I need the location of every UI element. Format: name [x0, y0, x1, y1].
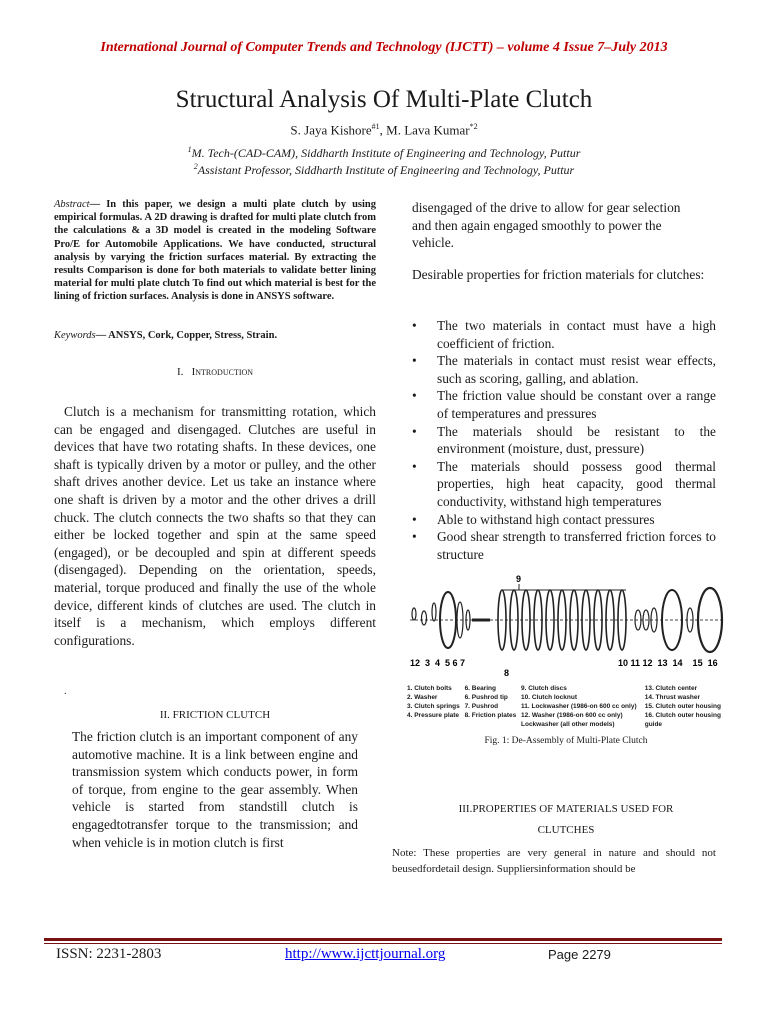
legend-cell: 14. Thrust washer [644, 694, 700, 701]
abstract-label: Abstract [54, 199, 90, 210]
list-item [408, 317, 716, 352]
keywords-text: — ANSYS, Cork, Copper, Stress, Strain. [95, 330, 278, 341]
bullet: • [412, 511, 417, 527]
footer-journal-link[interactable]: http://www.ijcttjournal.org [285, 946, 446, 962]
list-item [408, 458, 716, 511]
legend-cell: 7. Pushrod [464, 703, 499, 710]
bullet: • [412, 318, 417, 333]
list-item-text: The friction value should be constant over a range of temperatures and pressures [437, 388, 716, 421]
figure-numbers-left: 12 3 4 5 6 7 [410, 658, 466, 668]
author-1-sup: #1 [371, 122, 380, 131]
introduction-paragraph: Clutch is a mechanism for transmitting rotation, which can be engaged and disengaged. Clutches are useful in devices that have two rotating shafts. In these devices, one shaft is typically driven by a motor or pulley, and the other shaft drives another device. Let us take an instance where one shaft is driven by a motor and the other drives a drill chuck. The clutch connects the two shafts so that they can either be locked together and spin at the same speed (engaged), or be decoupled and spin at different speeds (disengaged). Depending on the orientation, speeds, material, torque produced and finally the use of the whole device, different kinds of clutches are used. The clutch in itself is a mechanism, which employs different configurations. [54, 404, 376, 648]
legend-cell: guide [644, 721, 663, 728]
section-heading-friction-clutch: II. FRICTION CLUTCH [159, 709, 271, 721]
list-item [408, 387, 716, 422]
author-2: M. Lava Kumar [386, 122, 470, 138]
legend-row [406, 711, 726, 720]
legend-cell: 9. Clutch discs [521, 685, 567, 692]
list-item-text: The materials in contact must resist wear effects, such as scoring, galling, and ablation. [437, 353, 716, 386]
figure-label-8: 8 [504, 668, 510, 678]
abstract-text: In this paper, we design a multi plate clutch by using empirical formulas. A 2D drawing is drafted for multi plate clutch from the calculations & a 3D model is created in the modeling Software Pro/E for Automobile Applications. We have conducted, structural analysis by varying the friction surfaces material. By extracting the results Comparison is done for both materials to validate better lining material for multi plate clutch To find out which material is best for the lining of friction surfaces. Analysis is done in ANSYS software. [54, 199, 376, 303]
bullet: • [412, 529, 417, 545]
legend-row [406, 684, 726, 693]
figure-numbers-right: 10 11 12 13 14 15 16 [618, 658, 718, 668]
figure-label-9: 9 [516, 574, 522, 584]
legend-cell: 4. Pressure plate [407, 712, 460, 719]
list-item [408, 423, 716, 458]
list-item-text: The materials should be resistant to the environment (moisture, dust, pressure) [437, 423, 716, 457]
author-1: S. Jaya Kishore [290, 122, 372, 138]
keywords [54, 330, 376, 341]
list-item-text: The two materials in contact must have a high coefficient of friction. [437, 318, 716, 351]
footer-page-number: Page 2279 [548, 947, 611, 962]
journal-header: International Journal of Computer Trends and Technology (IJCTT) – volume 4 Issue 7–July 2013 [100, 40, 668, 55]
legend-cell: 15. Clutch outer housing [644, 703, 721, 710]
affiliation-2-text: Assistant Professor, Siddharth Institute of Engineering and Technology, Puttur [197, 163, 575, 177]
section-heading-introduction [54, 366, 376, 378]
legend-cell [464, 720, 520, 729]
footer-issn: ISSN: 2231-2803 [56, 946, 162, 962]
author-2-sup: *2 [469, 122, 478, 131]
legend-cell: 13. Clutch center [644, 685, 698, 692]
bullet: • [412, 353, 417, 369]
desirable-properties-intro: Desirable properties for friction materials for clutches: [412, 267, 705, 282]
legend-cell [406, 720, 464, 729]
affiliation-2 [0, 162, 768, 178]
bullet: • [412, 423, 417, 439]
list-item-text: The materials should possess good thermal properties, high heat capacity, good thermal conductivity, withstand high temperatures [437, 458, 716, 509]
paper-title: Structural Analysis Of Multi-Plate Clutch [175, 86, 593, 113]
figure-caption: Fig. 1: De-Assembly of Multi-Plate Clutch [484, 736, 648, 746]
list-item-text: Good shear strength to transferred friction forces to structure [437, 529, 716, 562]
legend-row [406, 720, 726, 729]
footer-rule-thick [44, 938, 722, 941]
legend-cell: 8. Friction plates [464, 712, 517, 719]
clutch-exploded-figure [406, 574, 726, 732]
affiliation-2-sup: 2 [193, 162, 198, 171]
legend-cell: 6. Bearing [464, 685, 496, 692]
list-item-text: Able to withstand high contact pressures [437, 511, 655, 527]
keywords-label: Keywords [54, 330, 96, 341]
section-heading-properties-line2: CLUTCHES [537, 824, 595, 836]
friction-clutch-paragraph: The friction clutch is an important component of any automotive machine. It is a link between engine and transmission system which conducts power, in form of torque, from engine to the gear assembly. When vehicle is started from standstill clutch is engagedtotransfer torque to the transmission; and when vehicle is in motion clutch is first [72, 729, 358, 850]
legend-cell: 6. Pushrod tip [464, 694, 508, 701]
bullet: • [412, 458, 417, 474]
legend-cell: 11. Lockwasher (1986-on 600 cc only) [521, 703, 637, 710]
column2-continuation: disengaged of the drive to allow for gear selection and then again engaged smoothly to power the vehicle. [412, 200, 681, 251]
abstract-dash: — [89, 199, 101, 210]
affiliation-1-text: M. Tech-(CAD-CAM), Siddharth Institute of Engineering and Technology, Puttur [191, 146, 581, 160]
intro-title: Introduction [191, 366, 254, 378]
list-item [408, 528, 716, 563]
footer-rule-thin [44, 943, 722, 944]
legend-cell: 3. Clutch springs [407, 703, 460, 710]
list-item [408, 352, 716, 387]
legend-cell: Lockwasher (all other models) [521, 721, 615, 728]
abstract [54, 198, 376, 304]
figure-legend [406, 684, 726, 729]
affiliation-1 [0, 145, 768, 161]
legend-row [406, 693, 726, 702]
properties-note: Note: These properties are very general in nature and should not beusedfordetail design. Suppliersinformation should be [392, 847, 716, 875]
intro-number: I. [176, 366, 184, 378]
legend-cell: 10. Clutch locknut [521, 694, 577, 701]
authors: S. Jaya Kishore$^{\#1}$, M. Lava Kumar$^{*2}$ [290, 122, 478, 138]
bullet: • [412, 388, 417, 404]
legend-row [406, 702, 726, 711]
properties-list [408, 317, 716, 563]
list-item [408, 511, 716, 529]
section-heading-properties-line1: III.PROPERTIES OF MATERIALS USED FOR [458, 803, 674, 815]
legend-cell: 16. Clutch outer housing [644, 712, 721, 719]
stray-dot: . [64, 686, 67, 697]
legend-cell: 12. Washer (1986-on 600 cc only) [521, 712, 623, 719]
legend-cell: 2. Washer [407, 694, 438, 701]
affiliation-1-sup: 1 [187, 145, 192, 154]
legend-cell: 1. Clutch bolts [407, 685, 452, 692]
